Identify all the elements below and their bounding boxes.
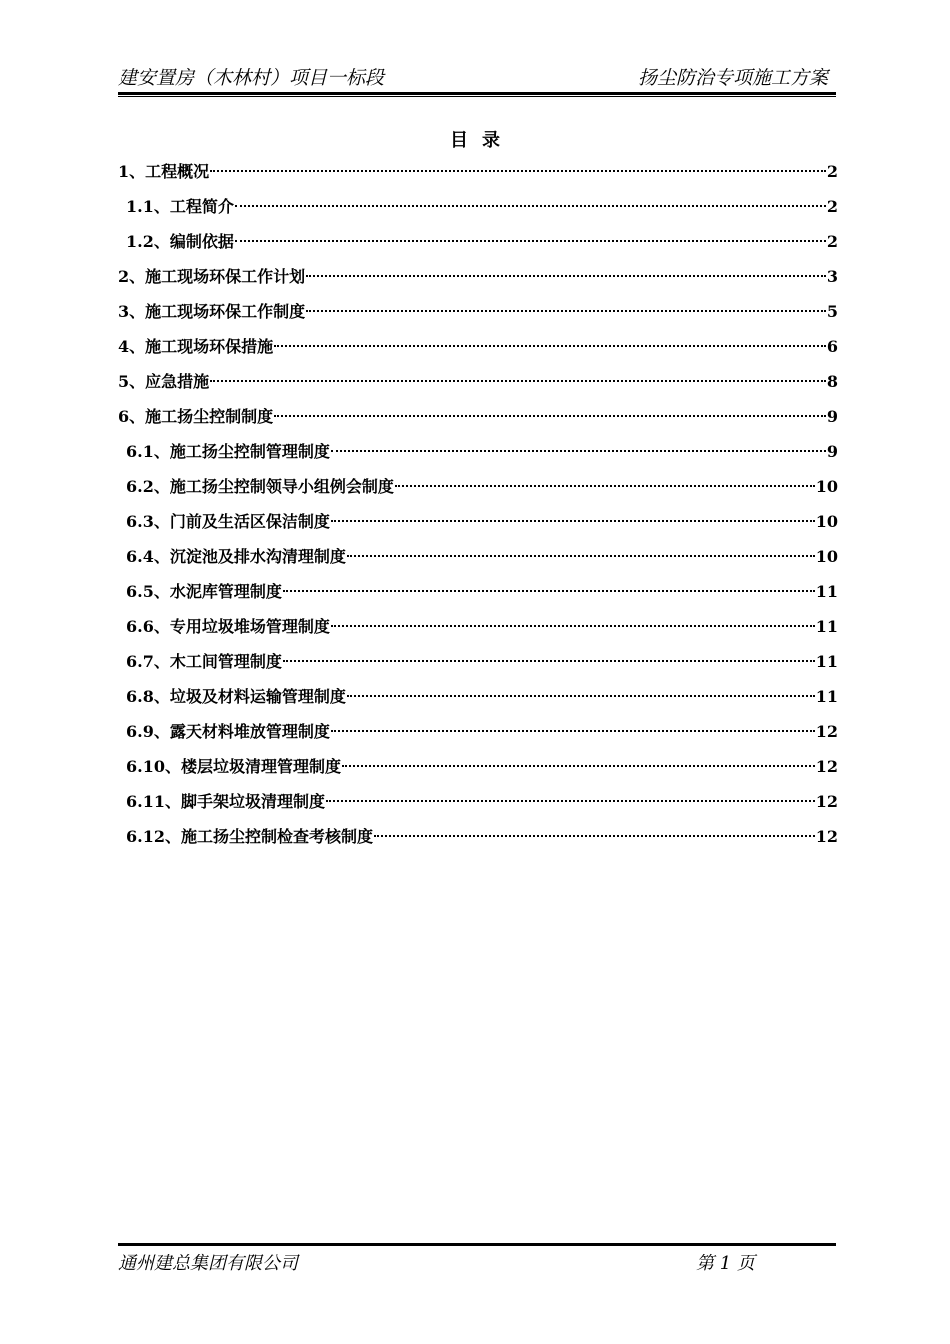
toc-leader-dots bbox=[331, 450, 826, 452]
toc-entry[interactable] bbox=[118, 368, 838, 403]
toc-entry-title: 6.1、施工扬尘控制管理制度 bbox=[126, 442, 330, 461]
toc-entry-title: 1.2、编制依据 bbox=[126, 232, 234, 251]
toc-leader-dots bbox=[235, 205, 826, 207]
header-rule-thick bbox=[118, 92, 836, 95]
toc-entry-title: 6.10、楼层垃圾清理管理制度 bbox=[126, 757, 341, 776]
toc-entry-title: 6.5、水泥库管理制度 bbox=[126, 582, 282, 601]
toc-leader-dots bbox=[306, 275, 826, 277]
toc-entry[interactable] bbox=[118, 263, 838, 298]
toc-entry[interactable] bbox=[118, 823, 838, 858]
toc-entry-title: 3、施工现场环保工作制度 bbox=[118, 302, 306, 321]
toc-leader-dots bbox=[210, 170, 826, 172]
toc-entry-title: 4、施工现场环保措施 bbox=[118, 337, 274, 356]
toc-entry[interactable] bbox=[118, 683, 838, 718]
toc-entry-title: 6.3、门前及生活区保洁制度 bbox=[126, 512, 330, 531]
toc-entry[interactable] bbox=[118, 158, 838, 193]
toc-entry[interactable] bbox=[118, 578, 838, 613]
toc-leader-dots bbox=[306, 310, 826, 312]
toc-entry-page: 10 bbox=[815, 547, 838, 566]
toc-entry-page: 2 bbox=[826, 197, 838, 216]
toc-entry-title: 6.9、露天材料堆放管理制度 bbox=[126, 722, 330, 741]
toc-entry[interactable] bbox=[118, 613, 838, 648]
toc-entry-title: 6.11、脚手架垃圾清理制度 bbox=[126, 792, 325, 811]
header-rule-thin bbox=[118, 96, 836, 97]
toc-entry[interactable] bbox=[118, 543, 838, 578]
toc-leader-dots bbox=[347, 695, 815, 697]
toc-entry-page: 12 bbox=[815, 827, 838, 846]
toc-entry-title: 6.8、垃圾及材料运输管理制度 bbox=[126, 687, 346, 706]
toc-entry-title: 1、工程概况 bbox=[118, 162, 210, 181]
toc-entry-page: 11 bbox=[815, 582, 838, 601]
toc-entry-page: 9 bbox=[826, 407, 838, 426]
toc-leader-dots bbox=[331, 520, 815, 522]
toc-leader-dots bbox=[395, 485, 815, 487]
toc-leader-dots bbox=[283, 590, 815, 592]
toc-entry-title: 6.2、施工扬尘控制领导小组例会制度 bbox=[126, 477, 394, 496]
toc-leader-dots bbox=[347, 555, 815, 557]
toc-entry[interactable] bbox=[118, 403, 838, 438]
toc-entry[interactable] bbox=[118, 333, 838, 368]
toc-entry-page: 2 bbox=[826, 232, 838, 251]
toc-entry-page: 5 bbox=[826, 302, 838, 321]
toc-entry-page: 3 bbox=[826, 267, 838, 286]
toc-entry[interactable] bbox=[118, 718, 838, 753]
toc-entry[interactable] bbox=[118, 788, 838, 823]
toc-entry-page: 12 bbox=[815, 792, 838, 811]
toc-entry-title: 6、施工扬尘控制制度 bbox=[118, 407, 274, 426]
toc-entry-page: 6 bbox=[826, 337, 838, 356]
toc-entry-page: 11 bbox=[815, 652, 838, 671]
toc-entry[interactable] bbox=[118, 438, 838, 473]
toc-leader-dots bbox=[331, 625, 815, 627]
toc-entry[interactable] bbox=[118, 648, 838, 683]
toc-entry[interactable] bbox=[118, 473, 838, 508]
toc-entry-page: 8 bbox=[826, 372, 838, 391]
footer-rule-thick bbox=[118, 1243, 836, 1246]
toc-leader-dots bbox=[342, 765, 815, 767]
toc-entry-title: 5、应急措施 bbox=[118, 372, 210, 391]
toc-entry-title: 6.4、沉淀池及排水沟清理制度 bbox=[126, 547, 346, 566]
toc-entry-page: 11 bbox=[815, 687, 838, 706]
table-of-contents bbox=[118, 158, 838, 858]
toc-entry-page: 10 bbox=[815, 477, 838, 496]
toc-leader-dots bbox=[210, 380, 826, 382]
toc-leader-dots bbox=[326, 800, 815, 802]
header-document-title: 扬尘防治专项施工方案 bbox=[637, 67, 828, 89]
toc-entry-title: 2、施工现场环保工作计划 bbox=[118, 267, 306, 286]
toc-leader-dots bbox=[374, 835, 815, 837]
toc-entry-page: 2 bbox=[826, 162, 838, 181]
toc-entry[interactable] bbox=[118, 508, 838, 543]
page-footer bbox=[118, 1252, 836, 1276]
toc-leader-dots bbox=[274, 345, 826, 347]
footer-page-number: 第 1 页 bbox=[696, 1253, 755, 1274]
toc-entry[interactable] bbox=[118, 228, 838, 263]
toc-entry-title: 6.12、施工扬尘控制检查考核制度 bbox=[126, 827, 373, 846]
toc-entry-page: 11 bbox=[815, 617, 838, 636]
toc-entry-title: 1.1、工程简介 bbox=[126, 197, 234, 216]
toc-entry-page: 9 bbox=[826, 442, 838, 461]
toc-leader-dots bbox=[235, 240, 826, 242]
footer-company: 通州建总集团有限公司 bbox=[118, 1253, 298, 1274]
header-project-name: 建安置房（木林村）项目一标段 bbox=[118, 67, 385, 89]
toc-entry-page: 10 bbox=[815, 512, 838, 531]
toc-entry[interactable] bbox=[118, 193, 838, 228]
toc-title: 目录 bbox=[450, 130, 514, 151]
toc-entry-page: 12 bbox=[815, 722, 838, 741]
toc-entry-title: 6.6、专用垃圾堆场管理制度 bbox=[126, 617, 330, 636]
toc-entry[interactable] bbox=[118, 753, 838, 788]
toc-entry-title: 6.7、木工间管理制度 bbox=[126, 652, 282, 671]
toc-entry-page: 12 bbox=[815, 757, 838, 776]
toc-leader-dots bbox=[331, 730, 815, 732]
toc-entry[interactable] bbox=[118, 298, 838, 333]
toc-leader-dots bbox=[283, 660, 815, 662]
toc-leader-dots bbox=[274, 415, 826, 417]
page-header bbox=[118, 66, 836, 90]
